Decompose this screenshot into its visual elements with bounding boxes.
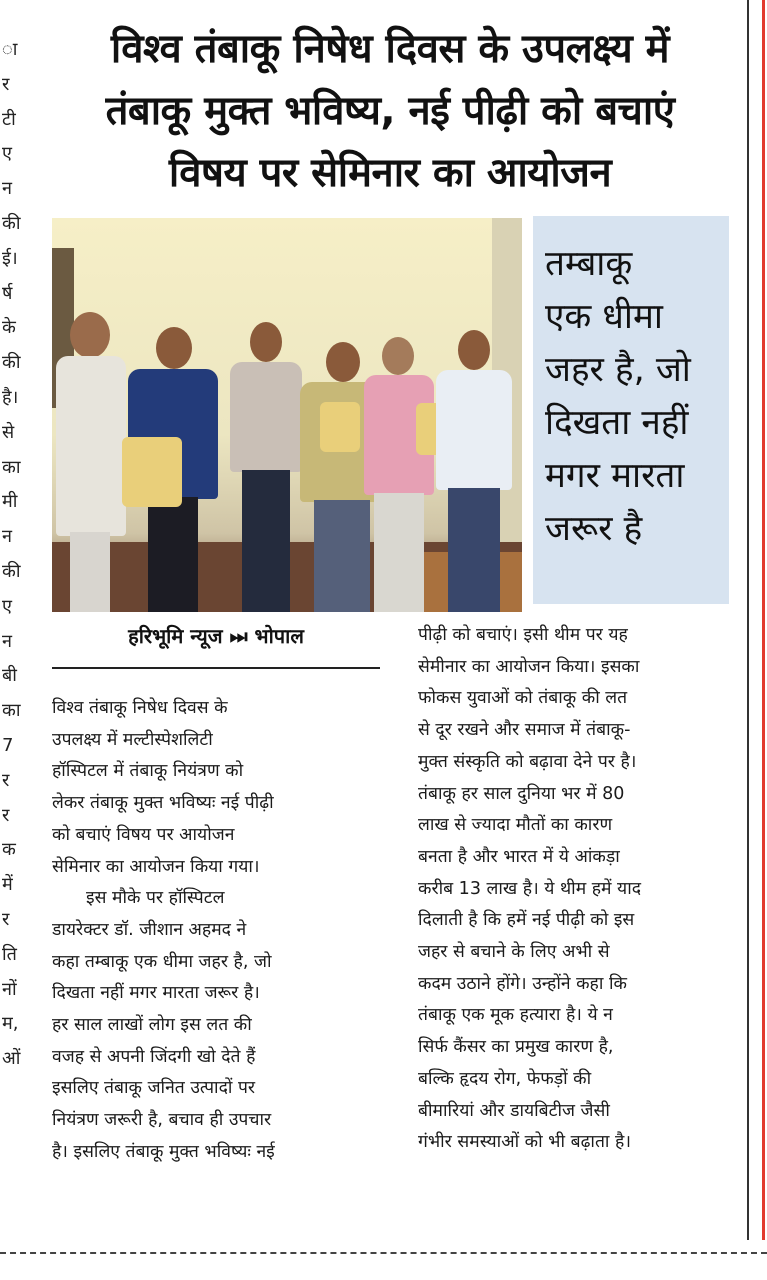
pull-quote-line: मगर मारता [545, 456, 685, 496]
article-line: कहा तम्बाकू एक धीमा जहर है, जो [52, 951, 272, 972]
fragment-text: न [2, 526, 12, 548]
article-line: उपलक्ष्य में मल्टीस्पेशलिटी [52, 729, 213, 750]
fragment-text: र [2, 73, 10, 95]
headline-line: विश्व तंबाकू निषेध दिवस के उपलक्ष्य में [110, 26, 670, 72]
article-line: हर साल लाखों लोग इस लत की [52, 1015, 252, 1036]
fragment-text: ए [2, 595, 12, 617]
fragment-text: मी [2, 491, 18, 513]
fragment-text: न [2, 630, 12, 652]
article-line: बल्कि हृदय रोग, फेफड़ों की [418, 1068, 592, 1089]
article-line: सेमीनार का आयोजन किया। इसका [418, 656, 640, 677]
fragment-text: 7 [2, 735, 14, 756]
pull-quote-line: एक धीमा [545, 297, 663, 337]
fragment-text: ओं [2, 1048, 21, 1070]
article-line: जहर से बचाने के लिए अभी से [418, 942, 610, 963]
article-line: इस मौके पर हॉस्पिटल [86, 888, 225, 909]
photo-person [128, 327, 218, 612]
article-line: गंभीर समस्याओं को भी बढ़ाता है। [418, 1132, 631, 1153]
fragment-text: टी [2, 108, 16, 130]
pull-quote-line: जरूर है [545, 509, 643, 549]
byline-rule [52, 667, 380, 669]
photo-person [436, 330, 512, 612]
article-line: नियंत्रण जरूरी है, बचाव ही उपचार [52, 1110, 272, 1131]
article-line: करीब 13 लाख है। ये थीम हमें याद [418, 878, 642, 899]
article-column-2 [418, 620, 748, 1159]
headline-line: विषय पर सेमिनार का आयोजन [168, 150, 612, 196]
article-line: वजह से अपनी जिंदगी खो देते हैं [52, 1046, 256, 1067]
headline-line: तंबाकू मुक्त भविष्य, नई पीढ़ी को बचाएं [105, 88, 675, 134]
article-line: पीढ़ी को बचाएं। इसी थीम पर यह [418, 625, 628, 645]
column-divider [747, 0, 749, 1240]
article-line: दिखता नहीं मगर मारता जरूर है। [52, 983, 260, 1004]
fragment-text: ई। [2, 247, 18, 269]
article-line: तंबाकू हर साल दुनिया भर में 80 [418, 783, 625, 804]
photo-person [364, 337, 434, 612]
article-line: से दूर रखने और समाज में तंबाकू- [418, 720, 631, 741]
byline: हरिभूमि न्यूज ⏭ भोपाल [128, 624, 304, 648]
photo-person [56, 312, 126, 612]
article-line: हॉस्पिटल में तंबाकू नियंत्रण को [52, 761, 244, 782]
article-line: इसलिए तंबाकू जनित उत्पादों पर [52, 1078, 256, 1099]
fragment-text: र [2, 909, 10, 930]
fragment-text: नों [2, 978, 17, 1000]
article-line: बनता है और भारत में ये आंकड़ा [418, 846, 620, 867]
fragment-text: ा [2, 39, 18, 60]
fragment-text: न [2, 178, 12, 200]
article-line: डायरेक्टर डॉ. जीशान अहमद ने [52, 919, 247, 940]
article-line: लाख से ज्यादा मौतों का कारण [418, 815, 613, 836]
article-line: विश्व तंबाकू निषेध दिवस के [52, 698, 228, 718]
article-line: सेमिनार का आयोजन किया गया। [52, 856, 260, 877]
photo-person [230, 322, 302, 612]
pull-quote [545, 238, 725, 556]
pull-quote-box [533, 216, 729, 604]
article-line: कदम उठाने होंगे। उन्होंने कहा कि [418, 973, 627, 994]
article-line: सिर्फ कैंसर का प्रमुख कारण है, [418, 1037, 614, 1058]
article-line: फोकस युवाओं को तंबाकू की लत [418, 688, 628, 709]
fragment-text: में [2, 874, 13, 896]
fragment-text: बी [2, 665, 17, 687]
article-column-1 [52, 693, 382, 1169]
pull-quote-line: तम्बाकू [545, 244, 633, 284]
cut-line [0, 1252, 767, 1254]
article-line: लेकर तंबाकू मुक्त भविष्यः नई पीढ़ी [52, 793, 274, 814]
fragment-text: ए [2, 143, 12, 165]
fragment-text: र [2, 804, 10, 826]
fragment-text: की [2, 213, 21, 234]
fragment-text: है। [2, 387, 19, 408]
news-photo [52, 218, 522, 612]
fragment-text: र्ष [2, 282, 13, 304]
pull-quote-line: दिखता नहीं [545, 403, 689, 443]
pull-quote-line: जहर है, जो [545, 350, 691, 390]
fragment-text: का [2, 456, 21, 478]
fragment-text: का [2, 700, 21, 722]
page-edge-rule [762, 0, 765, 1240]
fragment-text: के [2, 317, 16, 339]
article-line: तंबाकू एक मूक हत्यारा है। ये न [418, 1005, 613, 1026]
article-line: बीमारियां और डायबिटीज जैसी [418, 1100, 610, 1121]
fragment-text: से [2, 421, 15, 443]
fragment-text: म, [2, 1013, 19, 1035]
article-line: को बचाएं विषय पर आयोजन [52, 824, 235, 845]
headline [60, 18, 720, 204]
fragment-text: क [2, 839, 16, 861]
fragment-text: की [2, 561, 21, 582]
article-line: मुक्त संस्कृति को बढ़ावा देने पर है। [418, 751, 637, 772]
fragment-text: र [2, 769, 10, 791]
fragment-text: ति [2, 943, 17, 965]
article-line: है। इसलिए तंबाकू मुक्त भविष्यः नई [52, 1141, 275, 1162]
fragment-text: की [2, 352, 21, 374]
adjacent-article-fragment [0, 0, 26, 1240]
article-line: दिलाती है कि हमें नई पीढ़ी को इस [418, 910, 635, 931]
